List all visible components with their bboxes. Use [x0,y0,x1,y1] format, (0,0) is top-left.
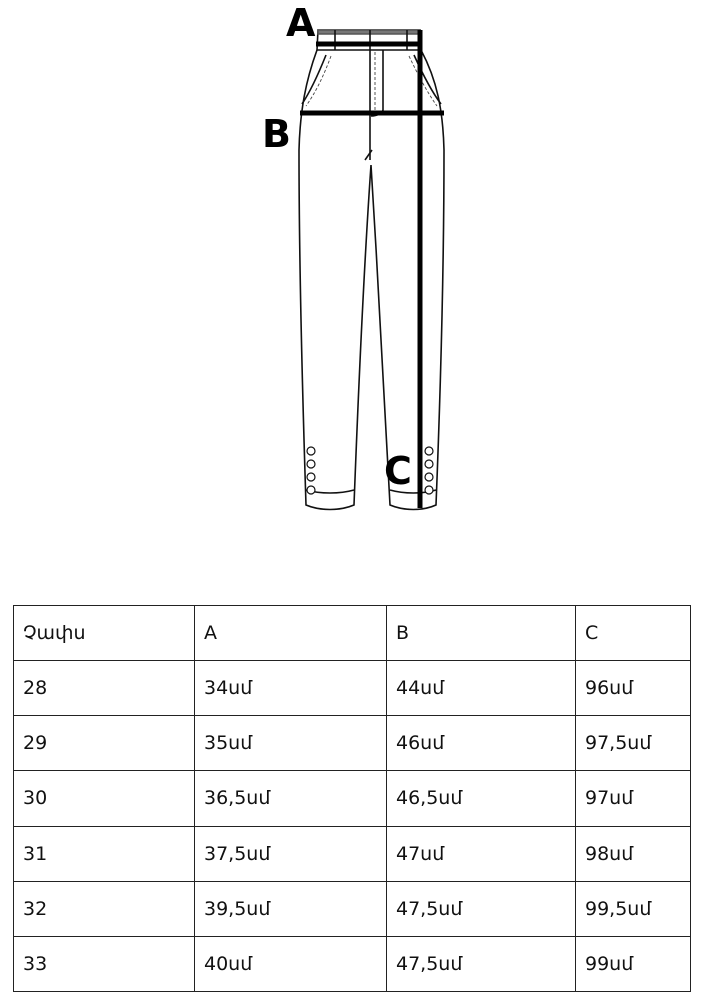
table-row [14,771,691,826]
cell-b: 47սմ [387,826,576,881]
cell-size: 31 [14,826,195,881]
cell-a: 35սմ [195,716,387,771]
cell-c: 96սմ [576,661,691,716]
cell-b: 46սմ [387,716,576,771]
cell-size: 29 [14,716,195,771]
table-row [14,716,691,771]
waistband [317,30,421,50]
table-row [14,661,691,716]
hem-buttons-right [425,447,433,494]
cell-size: 30 [14,771,195,826]
cell-size: 28 [14,661,195,716]
label-a: A [286,1,316,45]
size-chart-table [13,605,691,992]
hem-buttons-left [307,447,315,494]
cell-b: 47,5սմ [387,881,576,936]
cell-b: 47,5սմ [387,936,576,991]
cell-a: 34սմ [195,661,387,716]
cell-c: 98սմ [576,826,691,881]
cell-c: 99սմ [576,936,691,991]
label-b: B [262,112,291,156]
header-c: C [576,606,691,661]
cell-c: 97,5սմ [576,716,691,771]
cell-a: 40սմ [195,936,387,991]
label-c: C [384,449,412,493]
cell-a: 39,5սմ [195,881,387,936]
cell-c: 97սմ [576,771,691,826]
cell-b: 46,5սմ [387,771,576,826]
header-b: B [387,606,576,661]
cell-a: 36,5սմ [195,771,387,826]
table-header-row [14,606,691,661]
cell-size: 33 [14,936,195,991]
cell-b: 44սմ [387,661,576,716]
cell-size: 32 [14,881,195,936]
header-a: A [195,606,387,661]
header-size: Չափս [14,606,195,661]
cell-a: 37,5սմ [195,826,387,881]
table-row [14,826,691,881]
table-row [14,936,691,991]
cell-c: 99,5սմ [576,881,691,936]
table-row [14,881,691,936]
